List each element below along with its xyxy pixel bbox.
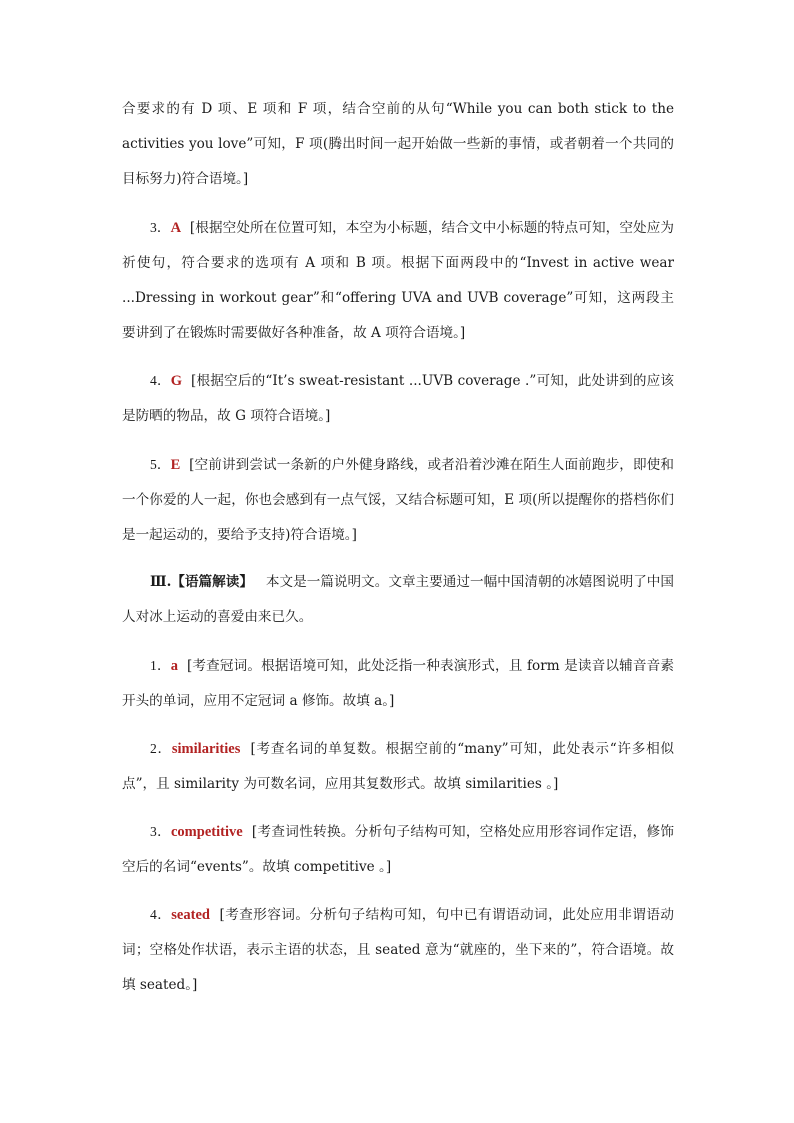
item-number: 1． bbox=[150, 658, 171, 673]
blank-item-4 bbox=[122, 897, 674, 1003]
section-reading-summary bbox=[122, 565, 674, 635]
answer-explanation: [考查形容词。分析句子结构可知，句中已有谓语动词，此处应用非谓语动词；空格处作状语，表示主语的状态，且 seated 意为“就座的，坐下来的”，符合语境。故填 seated。] bbox=[122, 907, 674, 993]
intro-paragraph bbox=[122, 92, 674, 197]
answer-explanation: [空前讲到尝试一条新的户外健身路线，或者沿着沙滩在陌生人面前跑步，即使和一个你爱的人一起，你也会感到有一点气馁，又结合标题可知，E 项(所以提醒你的搭档你们是一起运动的，要给予支持)符合语境。] bbox=[122, 457, 674, 543]
answer-key: A bbox=[170, 220, 182, 236]
answer-explanation: [考查词性转换。分析句子结构可知，空格处应用形容词作定语，修饰空后的名词“events”。故填 competitive 。] bbox=[122, 824, 674, 875]
blank-item-3 bbox=[122, 814, 674, 885]
answer-explanation: [考查冠词。根据语境可知，此处泛指一种表演形式，且 form 是读音以辅音音素开头的单词，应用不定冠词 a 修饰。故填 a。] bbox=[122, 658, 674, 709]
answer-key: seated bbox=[171, 907, 210, 923]
answer-key: competitive bbox=[171, 824, 243, 840]
item-number: 4． bbox=[150, 373, 171, 388]
answer-explanation: [根据空后的“It’s sweat-resistant ...UVB coverage .”可知，此处讲到的应该是防晒的物品，故 G 项符合语境。] bbox=[122, 373, 674, 424]
section-label: Ⅲ.【语篇解读】 bbox=[150, 574, 253, 590]
answer-item-3 bbox=[122, 210, 674, 351]
section-text: 本文是一篇说明文。文章主要通过一幅中国清朝的冰嬉图说明了中国人对冰上运动的喜爱由来已久。 bbox=[122, 574, 674, 625]
answer-item-4 bbox=[122, 363, 674, 434]
intro-text: 合要求的有 D 项、E 项和 F 项，结合空前的从句“While you can both stick to the activities you love”可知，F 项(腾出时间一起开始做一些新的事情，或者朝着一个共同的目标努力)符合语境。] bbox=[122, 101, 674, 187]
answer-key: a bbox=[170, 658, 178, 674]
blank-item-2 bbox=[122, 731, 674, 802]
blank-item-1 bbox=[122, 648, 674, 719]
item-number: 3． bbox=[150, 220, 171, 235]
item-number: 4． bbox=[150, 907, 172, 922]
answer-key: G bbox=[170, 373, 183, 389]
item-number: 2． bbox=[150, 741, 172, 756]
answer-key: similarities bbox=[171, 741, 241, 757]
item-number: 5． bbox=[150, 457, 171, 472]
item-number: 3． bbox=[150, 824, 171, 839]
answer-explanation: [根据空处所在位置可知，本空为小标题，结合文中小标题的特点可知，空处应为祈使句，符合要求的选项有 A 项和 B 项。根据下面两段中的“Invest in active wear ...Dressing in workout gear”和“offering UVA and UVB coverage”可知，这两段主要讲到了在锻炼时需要做好各种准备，故 A 项符合语境。] bbox=[122, 220, 675, 341]
answer-item-5 bbox=[122, 447, 674, 553]
answer-explanation: [考查名词的单复数。根据空前的“many”可知，此处表示“许多相似点”，且 similarity 为可数名词，应用其复数形式。故填 similarities 。] bbox=[122, 741, 674, 792]
answer-key: E bbox=[170, 457, 181, 473]
